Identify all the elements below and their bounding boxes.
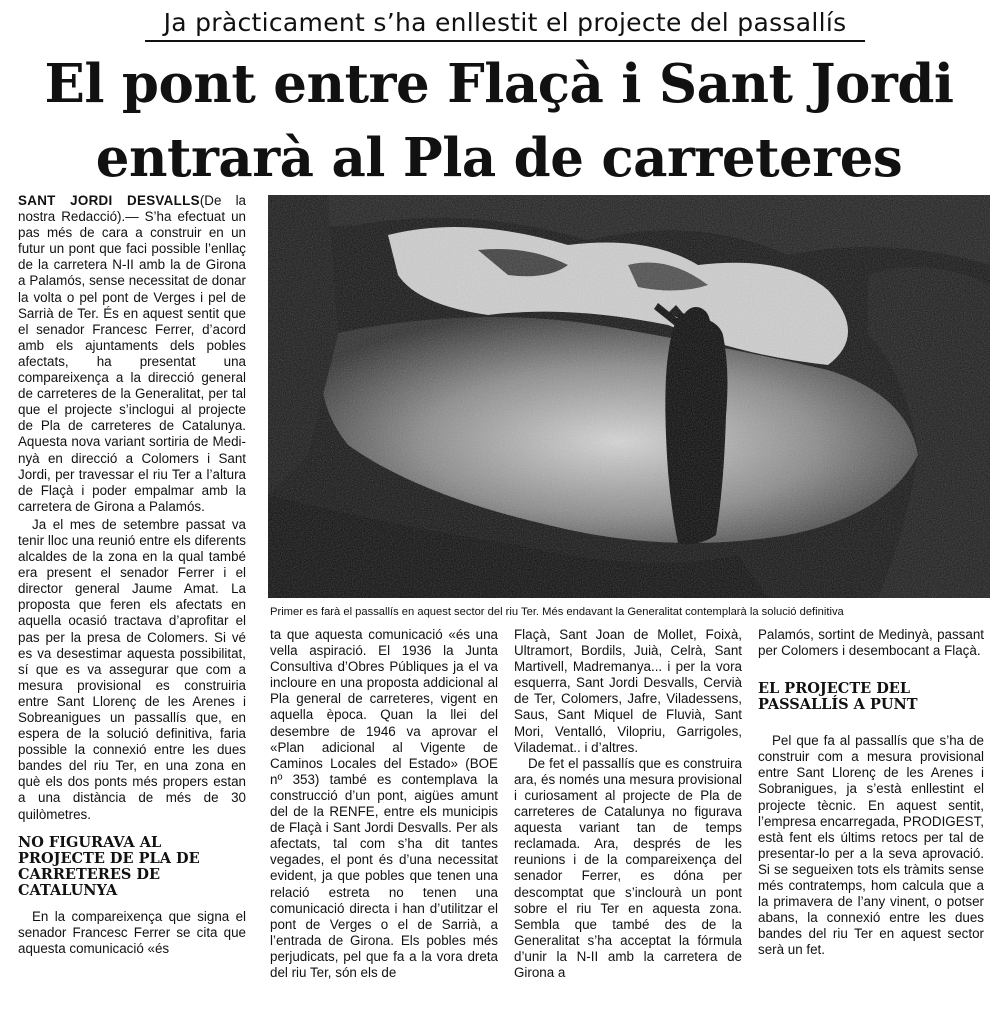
- subhead-projecte-passallis: EL PROJECTE DEL PASSALLÍS A PUNT: [758, 680, 918, 714]
- paragraph-6: De fet el passallís que es construira ara, és només una mesura provisional i curiosament al projecte de Pla de carreteres de Catalunya no figurava aquesta variant tan de temps reclamada. Ara, després de les reunions i de la compareixença del senador Ferrer, es dóna per descomptat que s’inclourà un pont sobre el riu Ter en aquesta zona. Sembla que també des de la Generalitat s’ha acceptat la fórmula d’unir la N-II amb la carretera de Girona a: [514, 755, 742, 980]
- paragraph-2: Ja el mes de setembre passat va tenir lloc una reunió entre els diferents alcaldes de la zona en la qual també era present el senador Ferrer i el director general Jaume Amat. La proposta que feren els afectats en aquella ocasió tractava d’aprofitar el pas per la presa de Colomers. Si vé es va desestimar aquesta possibilitat, sí que es va assegurar que com a mesura provisional es construiria entre Sant Llorenç de les Arenes i Sobreanigues un passallís que, en espera de la solució definitiva, faria possible la connexió entre les dues bandes del riu Ter, en una zona en què els dos ponts més propers estan a una distància de més de 30 quilòmetres.: [18, 516, 246, 822]
- headline-line-2: entrarà al Pla de carreteres: [95, 127, 903, 189]
- paragraph-4: ta que aquesta comunicació «és una vella aspiració. El 1936 la Junta Consultiva d’Obres Públiques ja el va incloure en una proposta addicional al Pla general de carreteres, vigent en aquella època. Quan la llei del desembre de 1946 va aprovar el «Plan adicional al Vigente de Caminos Locales del Estado» (BOE nº 353) també es contemplava la construcció d’un pont, aigües amunt del de la RENFE, entre els municipis de Flaçà i Sant Jordi Desvalls. Per als afectats, tal com s’ha dit tantes vegades, el pont és d’una necessitat evident, ja que pobles que tenen una relació estreta no tenen una comunicació directa i han d’utilitzar el pont de Verges o el de Sarrià, a l’entrada de Girona. Els pobles més perjudicats, pel que fa a la vora dreta del riu Ter, són els de: [270, 627, 498, 980]
- article-column-1: [18, 193, 246, 1024]
- paragraph-3: En la compareixença que signa el senador Francesc Ferrer se cita que aquesta comunicació «és: [18, 908, 246, 956]
- headline-line-1: El pont entre Flaçà i Sant Jordi: [44, 53, 954, 115]
- kicker: Ja pràcticament s’ha enllestit el projecte del passallís: [145, 6, 865, 42]
- dateline: SANT JORDI DESVALLS: [18, 193, 200, 208]
- paragraph-5: Flaçà, Sant Joan de Mollet, Foixà, Ultramort, Bordils, Juià, Celrà, Sant Martivell, Madremanya... i per la vora esquerra, Sant Jordi Desvalls, Cervià de Ter, Colomers, Jafre, Viladessens, Saus, Sant Miquel de Fluvià, Sant Mori, Ventalló, Vilopriu, Garrigoles, Vilademat.. i d’altres.: [514, 627, 742, 755]
- subhead-no-figurava: NO FIGURAVA AL PROJECTE DE PLA DE CARRETERES DE CATALUNYA: [18, 833, 200, 899]
- river-photo: [268, 195, 990, 598]
- paragraph-8: Pel que fa al passallís que s’ha de construir com a mesura provisional entre Sant Llorenç de les Arenes i Sobranigues, ja s’està enllestint el projecte tècnic. En aquest sentit, l’empresa encarregada, PRODIGEST, està fent els últims retocs per tal de presentar-lo per a la seva aprovació. Si se segueixen tots els tràmits sense més contratemps, hom calcula que a la primavera de l’any vinent, o potser abans, la connexió entre les dues bandes del riu Ter en aquest sector serà un fet.: [758, 733, 984, 958]
- article-column-3: [514, 627, 742, 1024]
- photo-caption: Primer es farà el passallís en aquest sector del riu Ter. Més endavant la Generalitat contemplarà la solució definitiva: [270, 606, 844, 618]
- paragraph-7: Palamós, sortint de Medinyà, passant per Colomers i desembocant a Flaçà.: [758, 627, 984, 659]
- paragraph-1: [18, 193, 246, 515]
- article-column-4: [758, 627, 984, 1024]
- article-column-2: [270, 627, 498, 1024]
- paragraph-1-text: (De la nostra Redacció).— S’ha efectuat un pas més de cara a construir en un futur un pont que faci possible l’enllaç de la carretera N-II amb la de Girona a Palamós, sense necessitat de donar la volta o pel pont de Verges i pel de Sarrià de Ter. És en aquest sentit que el senador Francesc Ferrer, d’acord amb els ajuntaments dels pobles afectats, ha presentat una compareixença a la direcció general de carreteres de la Generalitat, per tal que el projecte s’inclogui al projecte de Pla de carreteres de Catalunya. Aquesta nova variant sortiria de Medinyà en direcció a Colomers i Sant Jordi, per travessar el riu Ter a l’altura de Flaçà i poder empalmar amb la carretera de Girona a Palamós.: [18, 193, 246, 514]
